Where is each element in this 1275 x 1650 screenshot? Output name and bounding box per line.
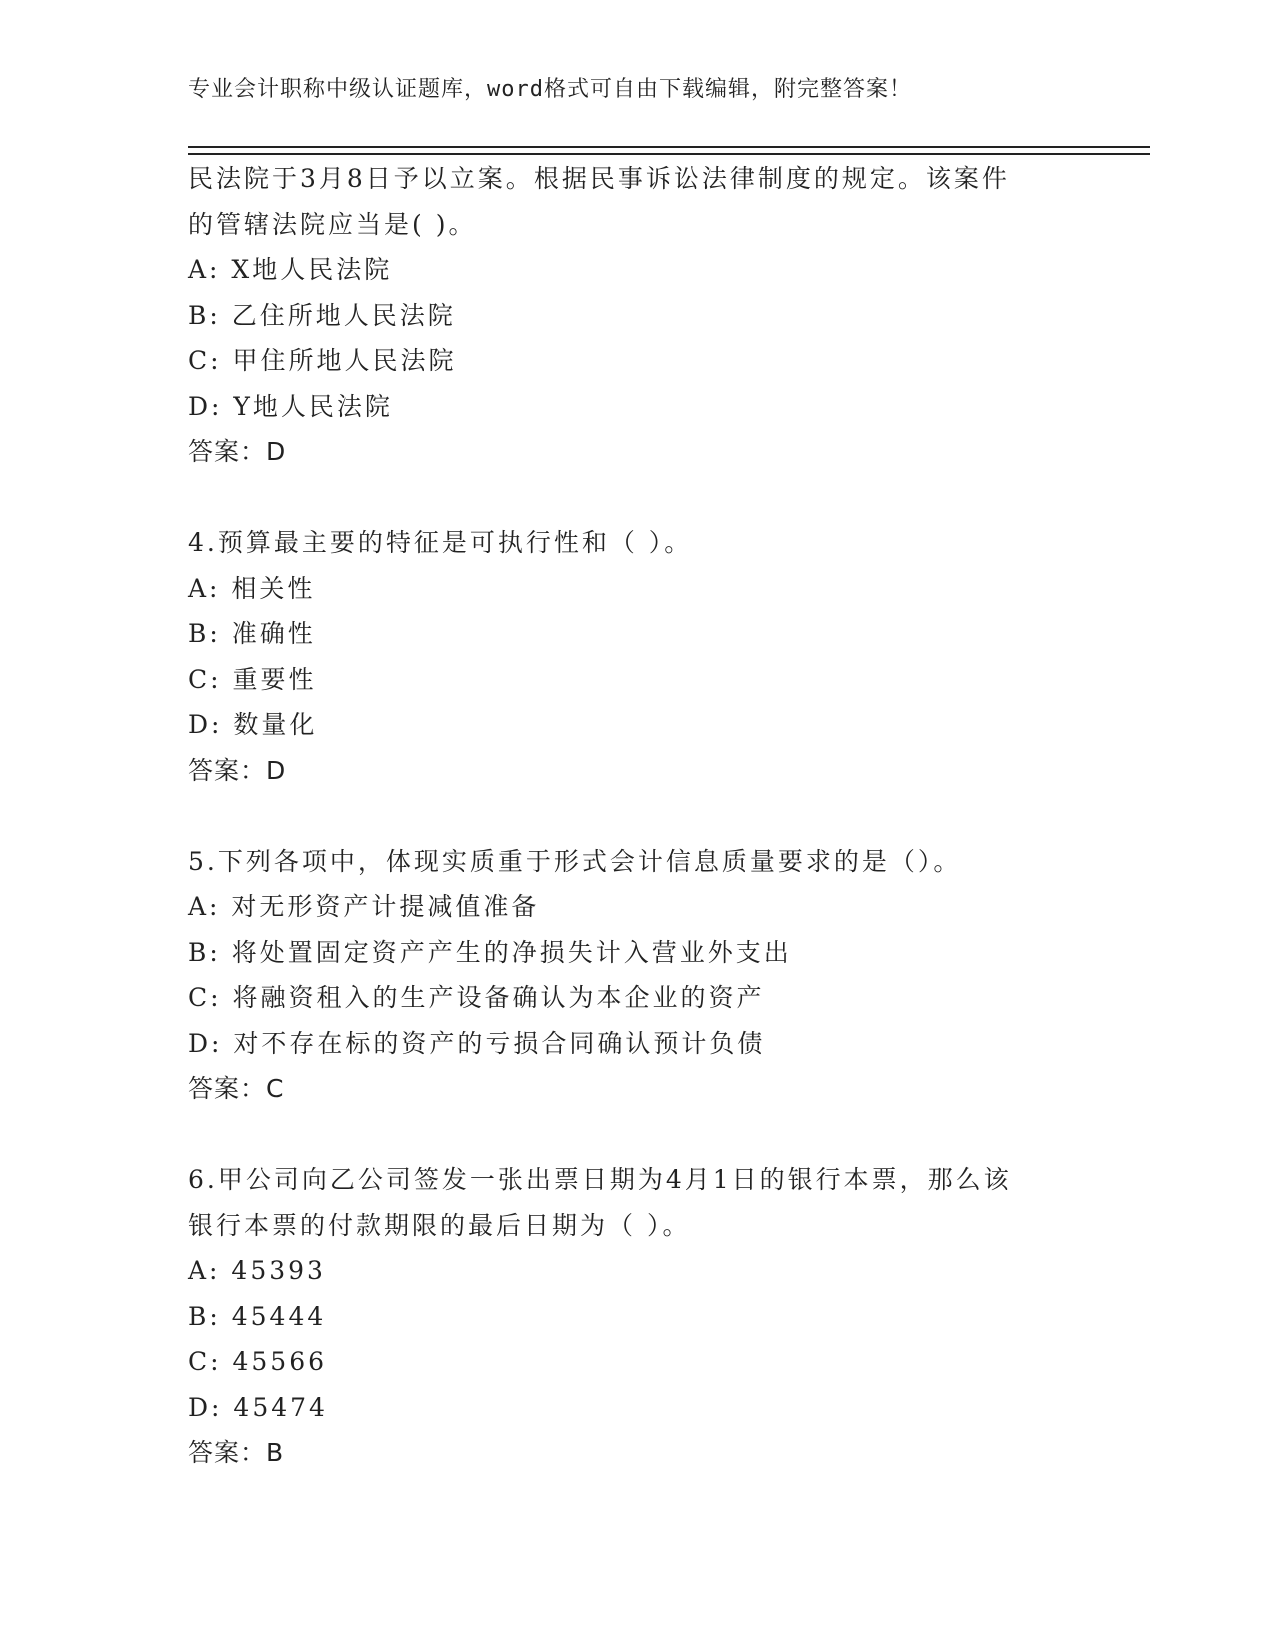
option-a: A: 对无形资产计提减值准备 (188, 892, 540, 921)
option-a: A: X地人民法院 (188, 255, 393, 284)
option-d: D: 对不存在标的资产的亏损合同确认预计负债 (188, 1028, 766, 1058)
question-block (188, 1157, 1088, 1476)
header-divider (188, 146, 1150, 155)
question-stem-line: 的管辖法院应当是( )。 (188, 209, 477, 239)
option-b: B: 乙住所地人民法院 (188, 300, 456, 330)
option-d: D: Y地人民法院 (188, 391, 393, 421)
question-stem-line: 5.下列各项中，体现实质重于形式会计信息质量要求的是（）。 (188, 846, 962, 876)
option-d: D: 数量化 (188, 710, 318, 739)
option-b: B: 45444 (188, 1301, 327, 1331)
answer: 答案：D (188, 437, 287, 466)
question-block (188, 520, 1088, 793)
option-d: D: 45474 (188, 1392, 328, 1422)
option-c: C: 甲住所地人民法院 (188, 346, 457, 375)
question-stem-line: 民法院于3月8日予以立案。根据民事诉讼法律制度的规定。该案件 (188, 164, 1010, 193)
answer: 答案：D (188, 755, 287, 785)
spacer (188, 1112, 1088, 1158)
option-b: B: 准确性 (188, 619, 316, 648)
page-header: 专业会计职称中级认证题库，word格式可自由下载编辑，附完整答案！ (188, 77, 912, 102)
answer: 答案：C (188, 1074, 285, 1103)
question-stem-line: 银行本票的付款期限的最后日期为（ ）。 (188, 1210, 691, 1240)
spacer (188, 793, 1088, 839)
question-block (188, 839, 1088, 1112)
question-list (188, 156, 1088, 1476)
option-c: C: 将融资租入的生产设备确认为本企业的资产 (188, 983, 765, 1012)
option-a: A: 45393 (188, 1256, 326, 1285)
option-b: B: 将处置固定资产产生的净损失计入营业外支出 (188, 937, 792, 967)
question-stem-line: 6.甲公司向乙公司签发一张出票日期为4月1日的银行本票，那么该 (188, 1165, 1012, 1194)
question-block (188, 156, 1088, 475)
spacer (188, 475, 1088, 521)
answer: 答案：B (188, 1438, 285, 1467)
question-stem-line: 4.预算最主要的特征是可执行性和（ ）。 (188, 528, 693, 557)
option-c: C: 重要性 (188, 664, 317, 694)
option-c: C: 45566 (188, 1347, 328, 1376)
option-a: A: 相关性 (188, 573, 316, 603)
